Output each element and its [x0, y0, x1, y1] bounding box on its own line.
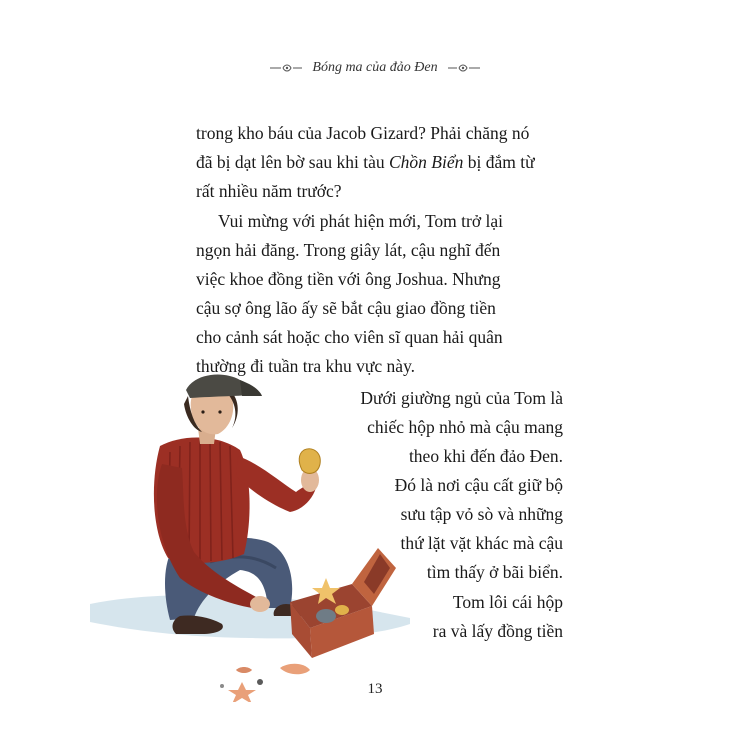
right-ornament-icon: [447, 63, 481, 73]
text-line: thứ lặt vặt khác mà cậu: [400, 533, 563, 553]
book-title: Bóng ma của đảo Đen: [312, 60, 438, 75]
text-line: Vui mừng với phát hiện mới, Tom trở lại: [218, 211, 503, 231]
text-line: đã bị dạt lên bờ sau khi tàu Chồn Biển bị đắm từ: [196, 152, 535, 172]
ship-name: Chồn Biển: [388, 152, 464, 172]
gold-coin-icon: [299, 449, 320, 474]
text-line: cho cảnh sát hoặc cho viên sĩ quan hải quân: [196, 327, 503, 347]
lowered-hand: [250, 596, 270, 612]
text-line: tìm thấy ở bãi biển.: [426, 562, 563, 582]
shell-icon: [280, 664, 310, 675]
paragraph-4: [433, 588, 563, 646]
text-line: cậu sợ ông lão ấy sẽ bắt cậu giao đồng tiền: [196, 298, 496, 318]
paragraph-1: [196, 119, 564, 206]
paragraph-2: [196, 207, 564, 381]
text-line: chiếc hộp nhỏ mà cậu mang: [367, 417, 563, 437]
text-line: theo khi đến đảo Đen.: [408, 446, 563, 466]
text-line: việc khoe đồng tiền với ông Joshua. Nhưng: [196, 269, 501, 289]
text-line: Tom lôi cái hộp: [452, 592, 563, 612]
left-ornament-icon: [269, 63, 303, 73]
text-line: Đó là nơi cậu cất giữ bộ: [394, 475, 563, 495]
text-line: thường đi tuần tra khu vực này.: [196, 356, 416, 376]
shell-icon: [236, 667, 252, 673]
text-line: ngọn hải đăng. Trong giây lát, cậu nghĩ đến: [196, 240, 501, 260]
running-header: [0, 60, 750, 76]
text-line: Dưới giường ngủ của Tom là: [360, 388, 563, 408]
treasure-box-icon: [290, 548, 396, 658]
illustration-boy-with-treasure-box: [90, 372, 410, 702]
text-line: trong kho báu của Jacob Gizard? Phải chăng nó: [196, 123, 530, 143]
page-number: 13: [367, 681, 383, 697]
text-line: rất nhiều năm trước?: [196, 181, 342, 201]
text-line: sưu tập vỏ sò và những: [400, 504, 563, 524]
text-line: ra và lấy đồng tiền: [432, 621, 563, 641]
